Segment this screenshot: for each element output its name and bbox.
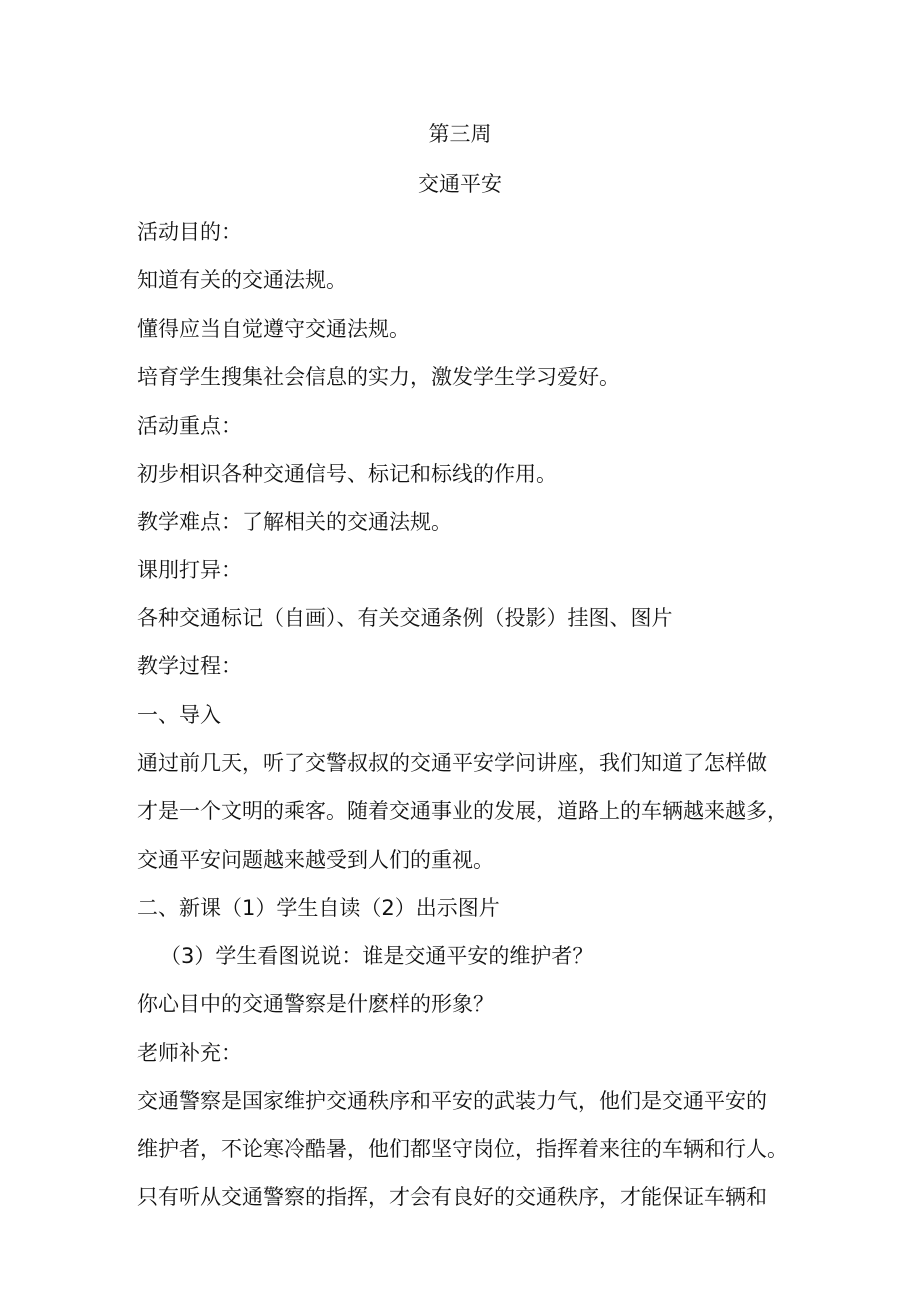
paragraph-line: 初步相识各种交通信号、标记和标线的作用。: [137, 462, 557, 486]
paragraph-line: 懂得应当自觉遵守交通法规。: [137, 317, 410, 341]
subsection-heading-intro: 一、导入: [137, 703, 221, 727]
paragraph-line: （3）学生看图说说：谁是交通平安的维护者？: [160, 944, 594, 968]
paragraph-line: 你心目中的交通警察是什麽样的形象？: [137, 992, 494, 1016]
paragraph-line: 知道有关的交通法规。: [137, 268, 347, 292]
subsection-heading-new-lesson: 二、新课（1）学生自读（2）出示图片: [137, 896, 500, 920]
section-heading-process: 教学过程：: [137, 654, 242, 678]
paragraph-line: 交通警察是国家维护交通秩序和平安的武装力气，他们是交通平安的: [137, 1089, 767, 1113]
paragraph-line: 维护者，不论寒冷酷暑，他们都坚守岗位，指挥着来往的车辆和行人。: [137, 1137, 788, 1161]
document-title: 交通平安: [418, 172, 502, 196]
paragraph-line: 才是一个文明的乘客。随着交通事业的发展，道路上的车辆越来越多，: [137, 799, 788, 823]
section-heading-key-points: 活动重点：: [137, 414, 242, 438]
paragraph-line: 培育学生搜集社会信息的实力，激发学生学习爱好。: [137, 365, 620, 389]
section-heading-preparation: 课刖打异：: [137, 558, 242, 582]
paragraph-line: 各种交通标记（自画）、有关交通条例（投影）挂图、图片: [137, 606, 673, 630]
paragraph-line: 只有听从交通警察的指挥，才会有良好的交通秩序，才能保证车辆和: [137, 1185, 767, 1209]
section-heading-teacher-note: 老师补充：: [137, 1041, 242, 1065]
paragraph-line: 交通平安问题越来越受到人们的重视。: [137, 848, 494, 872]
paragraph-line: 通过前几天，听了交警叔叔的交通平安学问讲座，我们知道了怎样做: [137, 751, 767, 775]
section-heading-objectives: 活动目的：: [137, 220, 242, 244]
week-heading: 第三周: [428, 122, 492, 146]
paragraph-line-difficulty: 教学难点：了解相关的交通法规。: [137, 510, 452, 534]
